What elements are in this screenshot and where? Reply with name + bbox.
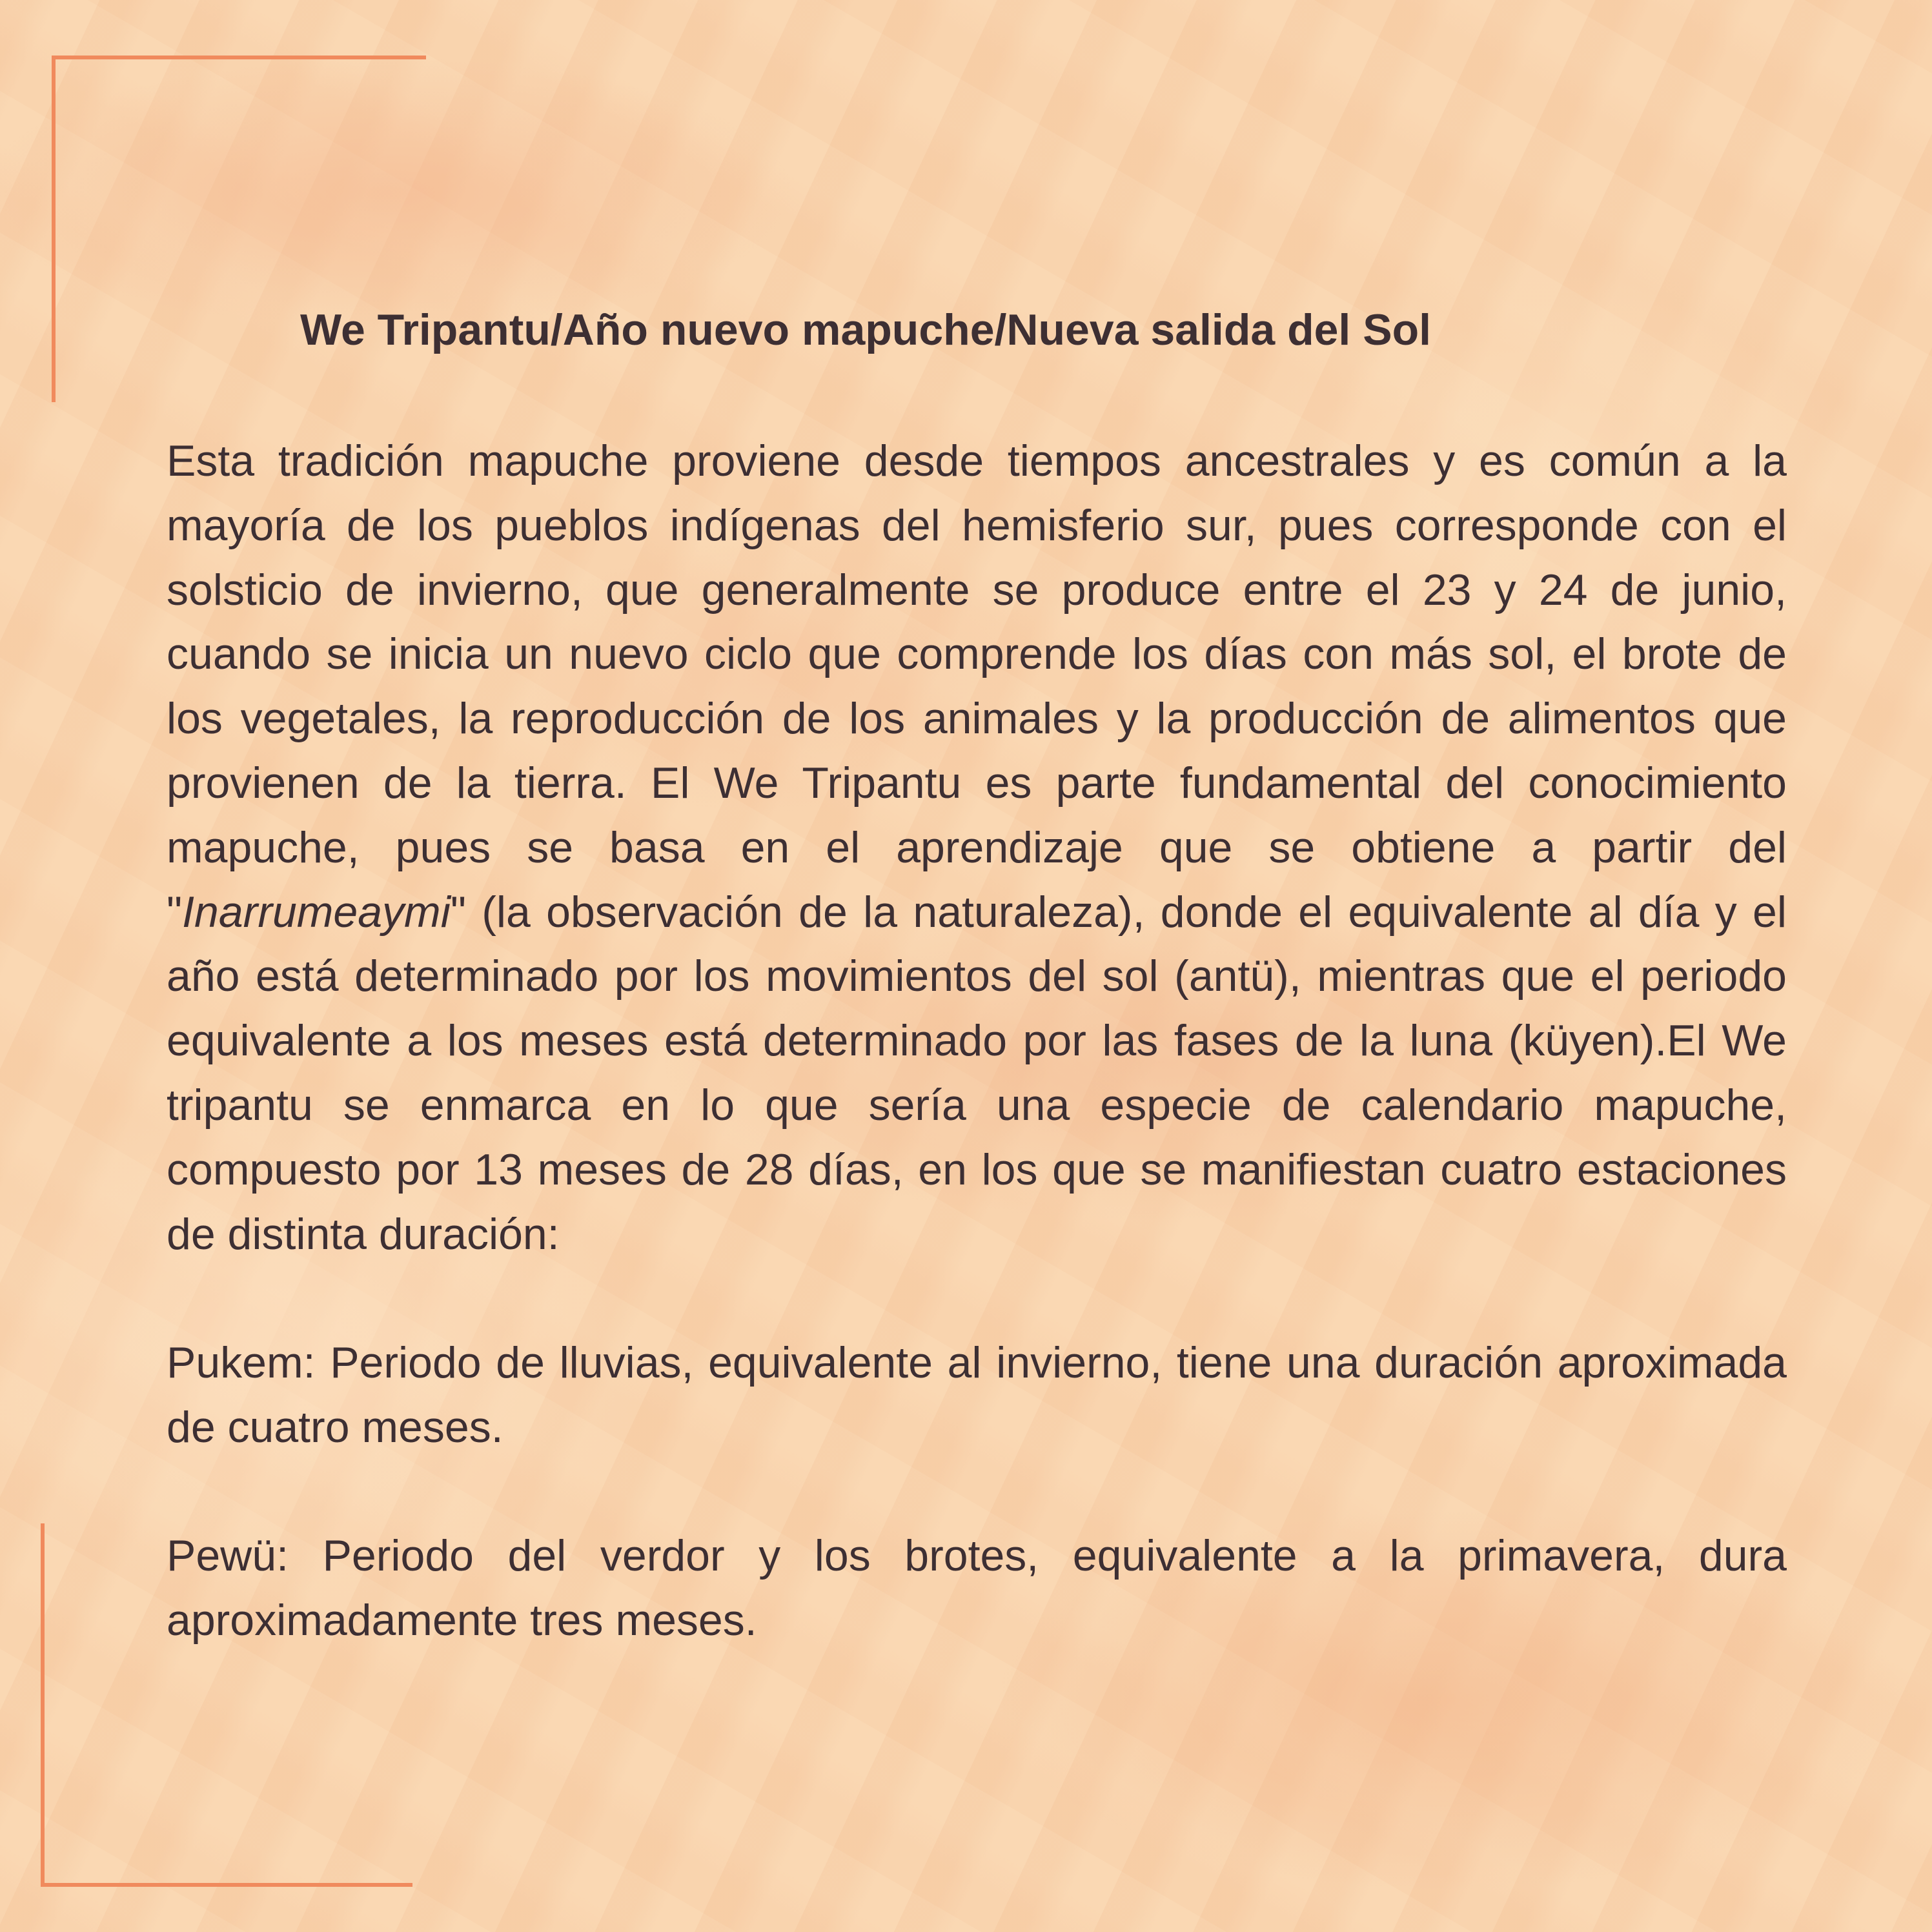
season-pukem-paragraph: Pukem: Periodo de lluvias, equivalente al invierno, tiene una duración aproximada de cuatro meses. bbox=[167, 1338, 1787, 1452]
bottom-left-bracket-vertical bbox=[41, 1523, 45, 1887]
page-title: We Tripantu/Año nuevo mapuche/Nueva salida del Sol bbox=[300, 305, 1431, 354]
season-pewu-paragraph: Pewü: Periodo del verdor y los brotes, equivalente a la primavera, dura aproximadamente tres meses. bbox=[167, 1530, 1787, 1645]
top-left-bracket-vertical bbox=[52, 56, 56, 402]
bottom-left-bracket-horizontal bbox=[41, 1883, 412, 1887]
intro-text-part2: " (la observación de la naturaleza), donde el equivalente al día y el año está determinado por los movimientos del sol (antü), mientras que el periodo equivalente a los meses está determinado por las fases de la luna (küyen).El We tripantu se enmarca en lo que sería una especie de calendario mapuche, compuesto por 13 meses de 28 días, en los que se manifiestan cuatro estaciones de distinta duración: bbox=[167, 887, 1787, 1259]
intro-paragraph bbox=[167, 429, 1787, 1266]
intro-term: Inarrumeaymi bbox=[182, 887, 451, 937]
top-left-bracket-horizontal bbox=[52, 56, 426, 59]
intro-text-part1: Esta tradición mapuche proviene desde tiempos ancestrales y es común a la mayoría de los pueblos indígenas del hemisferio sur, pues corresponde con el solsticio de invierno, que generalmente se produce entre el 23 y 24 de junio, cuando se inicia un nuevo ciclo que comprende los días con más sol, el brote de los vegetales, la reproducción de los animales y la producción de alimentos que provienen de la tierra. El We Tripantu es parte fundamental del conocimiento mapuche, pues se basa en el aprendizaje que se obtiene a partir del " bbox=[167, 436, 1787, 937]
body-text bbox=[167, 429, 1787, 1653]
